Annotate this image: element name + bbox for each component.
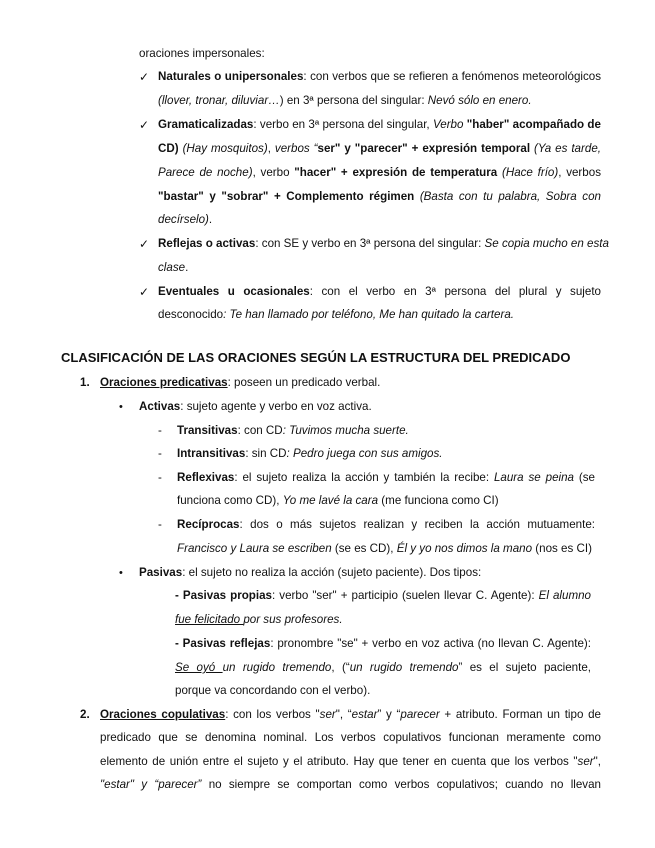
impersonal-gramaticalizadas-line1: Gramaticalizadas: verbo en 3ª persona del singular, Verbo "haber" acompañado de: [158, 118, 601, 131]
impersonal-eventuales-line1: Eventuales u ocasionales: con el verbo en 3ª persona del plural y sujeto: [158, 285, 601, 298]
checkmark-icon: ✓: [139, 118, 150, 132]
impersonal-naturales-line2: (llover, tronar, diluviar…) en 3ª persona del singular: Nevó sólo en enero.: [158, 94, 532, 107]
impersonal-reflejas-line2: clase.: [158, 261, 189, 274]
dash-icon: -: [158, 471, 162, 484]
impersonal-reflejas-line1: Reflejas o activas: con SE y verbo en 3ª persona del singular: Se copia mucho en esta: [158, 237, 609, 250]
list-number: 2.: [80, 708, 90, 721]
pasivas-reflejas-line1: - Pasivas reflejas: pronombre "se" + verbo en voz activa (no llevan C. Agente):: [175, 637, 591, 650]
impersonal-eventuales-line2: desconocido: Te han llamado por teléfono, Me han quitado la cartera.: [158, 308, 514, 321]
section-heading: CLASIFICACIÓN DE LAS ORACIONES SEGÚN LA ESTRUCTURA DEL PREDICADO: [61, 350, 571, 365]
activas-line: Activas: sujeto agente y verbo en voz activa.: [139, 400, 372, 413]
pasivas-line: Pasivas: el sujeto no realiza la acción (sujeto paciente). Dos tipos:: [139, 566, 482, 579]
copulativas-line3: elemento de unión entre el sujeto y el atributo. Hay que tener en cuenta que los verbos "ser",: [100, 755, 601, 768]
impersonal-gramaticalizadas-line4: "bastar" y "sobrar" + Complemento régimen (Basta con tu palabra, Sobra con: [158, 190, 601, 203]
intransitivas-line: Intransitivas: sin CD: Pedro juega con sus amigos.: [177, 447, 443, 460]
dash-icon: -: [158, 518, 162, 531]
dash-icon: -: [158, 424, 162, 437]
impersonal-gramaticalizadas-line3: Parece de noche), verbo "hacer" + expresión de temperatura (Hace frío), verbos: [158, 166, 601, 179]
impersonal-naturales-line1: Naturales o unipersonales: con verbos que se refieren a fenómenos meteorológicos: [158, 70, 602, 83]
copulativas-line1: Oraciones copulativas: con los verbos "ser", “estar” y “parecer + atributo. Forman un tipo de: [100, 708, 601, 721]
copulativas-line2: predicado que se denomina nominal. Los verbos copulativos funcionan meramente como: [100, 731, 601, 744]
reciprocas-line2: Francisco y Laura se escriben (se es CD), Él y yo nos dimos la mano (nos es CI): [177, 542, 592, 555]
bullet-icon: •: [119, 567, 123, 579]
impersonal-gramaticalizadas-line5: decírselo).: [158, 213, 213, 226]
list-number: 1.: [80, 376, 90, 389]
checkmark-icon: ✓: [139, 285, 150, 299]
bullet-icon: •: [119, 401, 123, 413]
checkmark-icon: ✓: [139, 237, 150, 251]
impersonal-gramaticalizadas-line2: CD) (Hay mosquitos), verbos “ser" y "parecer" + expresión temporal (Ya es tarde,: [158, 142, 601, 155]
pasivas-propias-line2: fue felicitado por sus profesores.: [175, 613, 343, 626]
dash-icon: -: [158, 447, 162, 460]
reflexivas-line2: funciona como CD), Yo me lavé la cara (me funciona como CI): [177, 494, 499, 507]
copulativas-line4: "estar" y “parecer” no siempre se comportan como verbos copulativos; cuando no llevan: [100, 778, 601, 791]
pasivas-reflejas-line2: Se oyó un rugido tremendo, (“un rugido tremendo” es el sujeto paciente,: [175, 661, 592, 674]
pasivas-reflejas-line3: porque va concordando con el verbo).: [175, 684, 371, 697]
checkmark-icon: ✓: [139, 70, 150, 84]
pasivas-propias-line1: - Pasivas propias: verbo "ser" + participio (suelen llevar C. Agente): El alumno: [175, 589, 591, 602]
transitivas-line: Transitivas: con CD: Tuvimos mucha suerte.: [177, 424, 409, 437]
intro-text: oraciones impersonales:: [139, 47, 265, 60]
predicativas-title-line: Oraciones predicativas: poseen un predicado verbal.: [100, 376, 381, 389]
reflexivas-line1: Reflexivas: el sujeto realiza la acción y también la recibe: Laura se peina (se: [177, 471, 596, 484]
reciprocas-line1: Recíprocas: dos o más sujetos realizan y reciben la acción mutuamente:: [177, 518, 595, 531]
